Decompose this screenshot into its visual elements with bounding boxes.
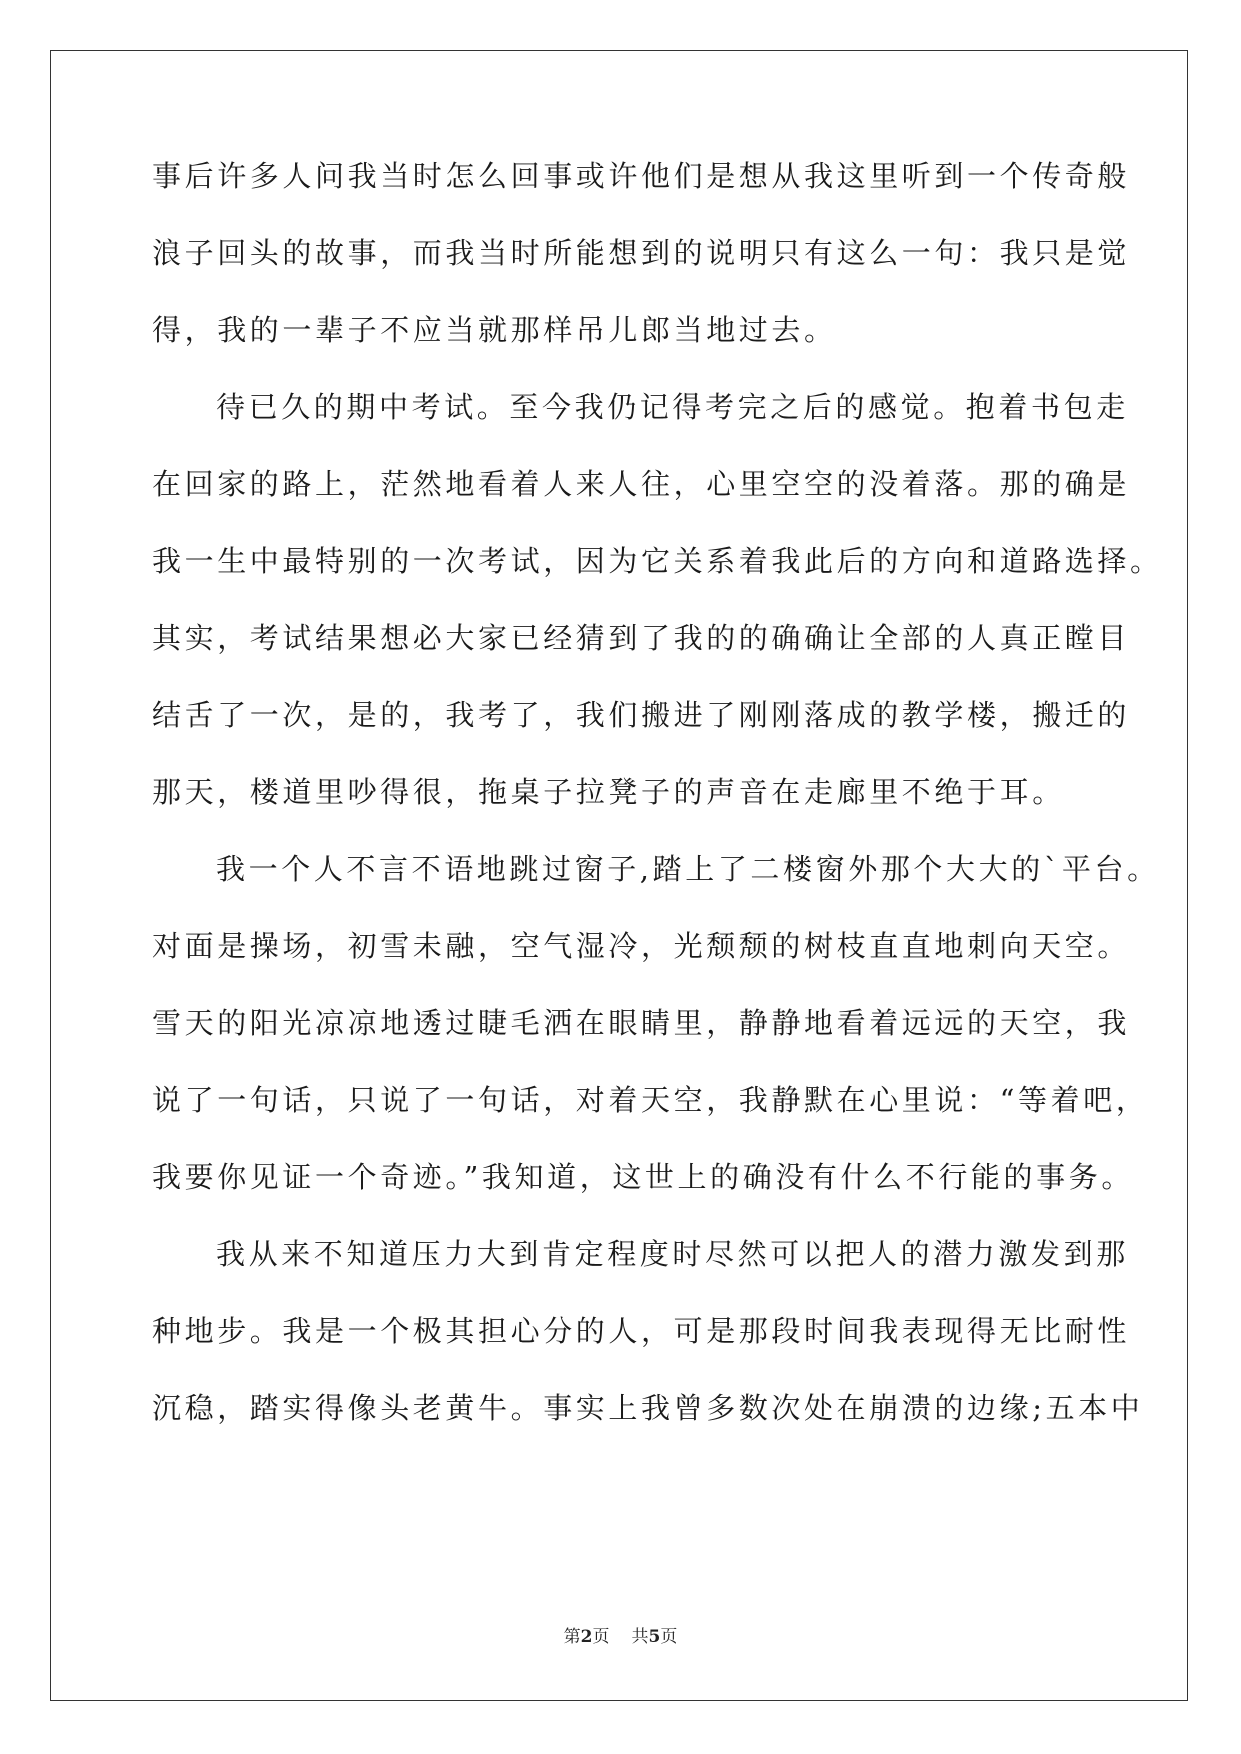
text-line: 我要你见证一个奇迹。”我知道，这世上的确没有什么不行能的事务。 bbox=[152, 1160, 1134, 1194]
total-prefix: 共 bbox=[631, 1627, 649, 1647]
total-suffix: 页 bbox=[660, 1627, 678, 1647]
text-line: 说了一句话，只说了一句话，对着天空，我静默在心里说：“等着吧， bbox=[152, 1083, 1149, 1117]
page-prefix: 第 bbox=[563, 1627, 581, 1647]
text-line: 沉稳，踏实得像头老黄牛。事实上我曾多数次处在崩溃的边缘;五本中 bbox=[152, 1391, 1144, 1425]
text-line: 浪子回头的故事，而我当时所能想到的说明只有这么一句：我只是觉 bbox=[152, 236, 1131, 270]
page-footer bbox=[0, 1622, 1241, 1647]
text-line: 我一生中最特别的一次考试，因为它关系着我此后的方向和道路选择。 bbox=[152, 544, 1163, 578]
current-page-number: 2 bbox=[580, 1627, 593, 1647]
text-line: 得，我的一辈子不应当就那样吊儿郎当地过去。 bbox=[152, 313, 837, 347]
text-line: 我一个人不言不语地跳过窗子,踏上了二楼窗外那个大大的`平台。 bbox=[216, 852, 1160, 886]
text-line: 种地步。我是一个极其担心分的人，可是那段时间我表现得无比耐性 bbox=[152, 1314, 1131, 1348]
text-line: 事后许多人问我当时怎么回事或许他们是想从我这里听到一个传奇般 bbox=[152, 159, 1131, 193]
page-suffix: 页 bbox=[592, 1627, 610, 1647]
text-line: 在回家的路上，茫然地看着人来人往，心里空空的没着落。那的确是 bbox=[152, 467, 1131, 501]
text-line: 结舌了一次，是的，我考了，我们搬进了刚刚落成的教学楼，搬迁的 bbox=[152, 698, 1131, 732]
total-page-number: 5 bbox=[648, 1627, 661, 1647]
text-line: 那天，楼道里吵得很，拖桌子拉凳子的声音在走廊里不绝于耳。 bbox=[152, 775, 1065, 809]
text-line: 其实，考试结果想必大家已经猜到了我的的确确让全部的人真正瞠目 bbox=[152, 621, 1131, 655]
text-line: 我从来不知道压力大到肯定程度时尽然可以把人的潜力激发到那 bbox=[216, 1237, 1129, 1271]
text-line: 对面是操场，初雪未融，空气湿冷，光颓颓的树枝直直地刺向天空。 bbox=[152, 929, 1131, 963]
text-line: 雪天的阳光凉凉地透过睫毛洒在眼睛里，静静地看着远远的天空，我 bbox=[152, 1006, 1131, 1040]
text-line: 待已久的期中考试。至今我仍记得考完之后的感觉。抱着书包走 bbox=[216, 390, 1129, 424]
document-body bbox=[152, 159, 1163, 1471]
